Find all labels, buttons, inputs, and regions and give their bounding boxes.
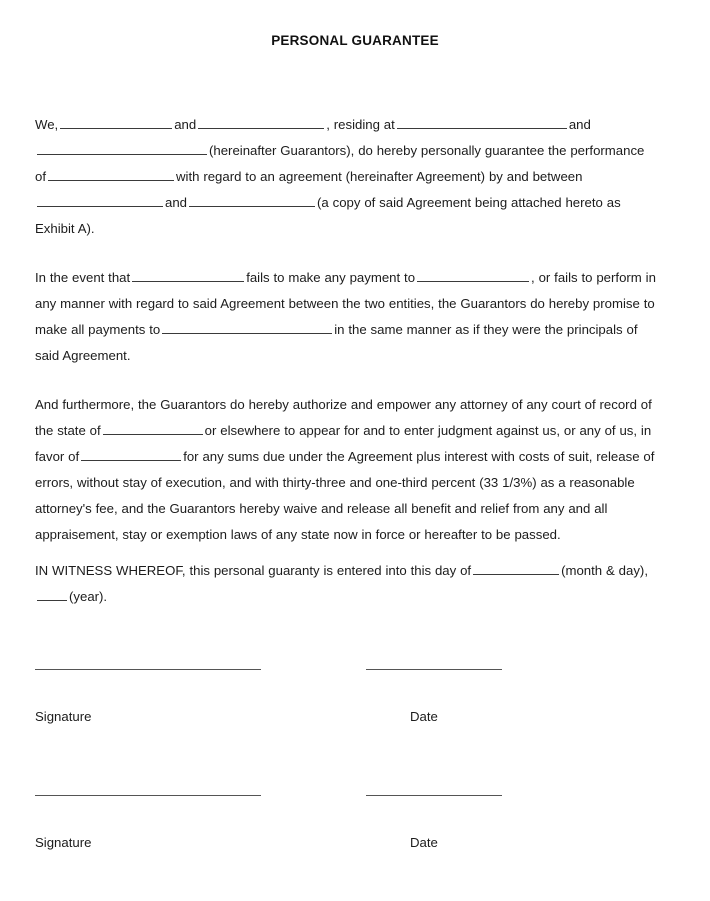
text-we: We,	[35, 117, 59, 132]
signature-label-1: Signature	[35, 709, 92, 724]
witness-clause	[35, 558, 660, 610]
paragraph-recitals	[35, 112, 657, 242]
text-and-2: and	[568, 117, 591, 132]
signature-line-2[interactable]	[35, 795, 261, 796]
blank-guarantor-1[interactable]	[60, 115, 172, 129]
signature-block-2	[0, 781, 710, 858]
blank-defaulting-party[interactable]	[132, 268, 244, 282]
blank-state[interactable]	[103, 421, 203, 435]
text-fails-to-make-payment: fails to make any payment to	[246, 270, 416, 285]
blank-year[interactable]	[37, 587, 67, 601]
text-same-manner-principals: in the same manner as if they were the principals of said Agreement.	[35, 322, 638, 363]
text-residing-at: , residing at	[326, 117, 395, 132]
signature-labels-1	[0, 708, 710, 732]
paragraph-confession-of-judgment	[35, 392, 657, 548]
blank-payee[interactable]	[417, 268, 529, 282]
document-body	[35, 112, 657, 548]
paragraph-witness	[35, 558, 660, 610]
signature-labels-2	[0, 834, 710, 858]
text-authorize-attorney: And furthermore, the Guarantors do hereby authorize and empower any attorney of any court of record of the state of	[35, 397, 652, 438]
text-in-the-event-that: In the event that	[35, 270, 131, 285]
blank-month-and-day[interactable]	[473, 561, 559, 575]
text-and-3: and	[165, 195, 188, 210]
blank-party-1[interactable]	[37, 193, 163, 207]
blank-residence-address-cont[interactable]	[37, 141, 207, 155]
blank-payment-recipient[interactable]	[162, 320, 332, 334]
date-label-2: Date	[410, 835, 438, 850]
signature-rules-1	[0, 655, 710, 681]
signature-line-1[interactable]	[35, 669, 261, 670]
signature-label-2: Signature	[35, 835, 92, 850]
text-enter-judgment: or elsewhere to appear for and to enter judgment against us, or any of us, in favor of	[35, 423, 652, 464]
text-month-day-label: (month & day),	[561, 563, 648, 578]
page-title: PERSONAL GUARANTEE	[271, 33, 439, 48]
date-line-1[interactable]	[366, 669, 502, 670]
signature-block-1	[0, 655, 710, 732]
blank-obligor-name[interactable]	[48, 167, 174, 181]
date-label-1: Date	[410, 709, 438, 724]
signature-rules-2	[0, 781, 710, 807]
blank-guarantor-2[interactable]	[198, 115, 324, 129]
text-in-witness-whereof: IN WITNESS WHEREOF, this personal guaranty is entered into this day of	[35, 563, 472, 578]
paragraph-default-promise	[35, 265, 657, 369]
text-year-label: (year).	[69, 589, 108, 604]
blank-party-2[interactable]	[189, 193, 315, 207]
text-exhibit-a: (a copy of said Agreement being attached hereto as Exhibit A).	[35, 195, 621, 236]
blank-judgment-favor-of[interactable]	[81, 447, 181, 461]
blank-residence-address[interactable]	[397, 115, 567, 129]
text-promise-to-pay: , or fails to perform in any manner with regard to said Agreement between the two entities, the Guarantors do hereby promise to make all payments to	[35, 270, 656, 337]
text-hereinafter-guarantors: (hereinafter Guarantors), do hereby personally guarantee the performance of	[35, 143, 645, 184]
text-sums-due-and-fees: for any sums due under the Agreement plus interest with costs of suit, release of errors, without stay of execution, and with thirty-three and one-third percent (33 1/3%) as a reasonable attorney's fee, and the Guarantors hereby waive and release all benefit and relief from any and all appraisement, stay or exemption laws of any state now in force or hereafter to be passed.	[35, 449, 655, 542]
text-and-1: and	[174, 117, 197, 132]
date-line-2[interactable]	[366, 795, 502, 796]
text-with-regard-to-agreement: with regard to an agreement (hereinafter Agreement) by and between	[176, 169, 583, 184]
